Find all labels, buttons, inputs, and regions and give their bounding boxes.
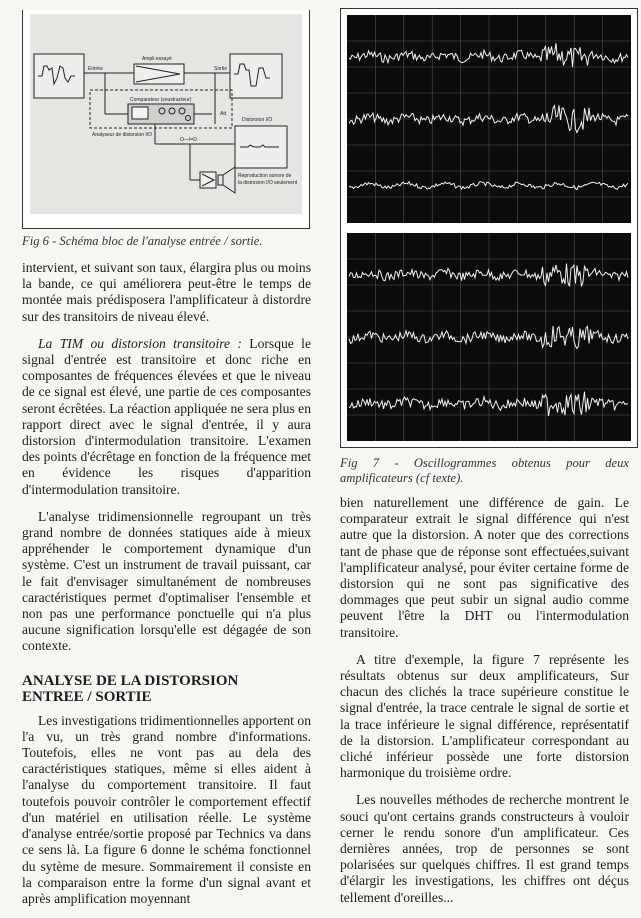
label-ampli: Ampli essayé — [142, 56, 172, 62]
speaker-icon — [218, 167, 235, 193]
paragraph: bien naturellement une différence de gain. Le comparateur extrait le signal différence qui n'est autre que la distorsion. A noter que des corrections tant de phase que de réponse sont effectuées,suivant l'amplificateur analysé, pour éviter certaine forme de distorsion qui ne sont pas significative des dommages que peut subir un signal audio comme peuvent l'être la DHT ou l'intermodulation transitoire. — [340, 495, 629, 640]
figure-7-caption: Fig 7 - Oscillogrammes obtenus pour deux amplificateurs (cf texte). — [340, 456, 629, 485]
diagram-area — [30, 14, 302, 214]
figure-7-oscillograms — [340, 8, 638, 448]
paragraph: A titre d'exemple, la figure 7 représente les résultats obtenus sur deux amplificateurs, Sur chacun des clichés la trace supérieure constitue le signal d'entrée, la trace centrale le signal de sortie et la trace inférieure le signal différence, représentatif de la distorsion. L'amplificateur correspondant au cliché inférieur possède une forte distorsion harmonique du troisième ordre. — [340, 651, 629, 781]
label-analyseur: Analyseur de distorsion I/O — [92, 132, 153, 138]
paragraph-tim — [22, 336, 311, 498]
figure-6-block-diagram — [22, 10, 310, 229]
oscillogram-photos — [341, 9, 637, 447]
block-diagram-svg — [30, 14, 302, 214]
tim-text: Lorsque le signal d'entrée est transitoire et donc riche en composantes de fréquences élevées et que le niveau de ce signal est élevé, une partie de ces composantes seront écrêtées. La réaction appliquée ne sera plus en rapport direct avec le signal d'entrée, il y aura distorsion d'intermodulation transitoire. L'examen des points d'écrêtage en fonction de la fréquence met en évidence les risques d'apparition d'intermodulation transitoire. — [22, 335, 311, 497]
label-comparateur: Comparateur (soustracteur) — [130, 97, 192, 103]
label-repro-2: la distorsion I/O seulement — [238, 180, 298, 186]
heading-line-2: ENTREE / SORTIE — [22, 688, 152, 705]
heading-line-1: ANALYSE DE LA DISTORSION — [22, 672, 239, 689]
section-heading — [22, 673, 311, 705]
label-sortie: Sortie — [214, 66, 228, 72]
label-repro-1: Reproduction sonore de — [238, 173, 292, 179]
output-scope-box — [230, 54, 282, 98]
paragraph: Les investigations tridimentionnelles apportent on l'a vu, un très grand nombre d'informations. Toutefois, elles ne vont pas au dela des caractéristiques statiques, même si elles aident à l'analyse du comportement transitoire. Il faut toutefois pouvoir contrôler le comportement effectif d'un matériel en utilisation réelle. Le système d'analyse entrée/sortie proposé par Technics va dans ce sens là. La figure 6 donne le schéma fonctionnel du sytème de mesure. Sommairement il consiste en la comparaison entre la forme d'un signal avant et après amplification moyennant — [22, 712, 311, 906]
label-att: Att. — [220, 111, 228, 117]
paragraph: L'analyse tridimensionnelle regroupant un très grand nombre de données statiques aide à mieux appréhender le comportement dynamique d'un système. C'est un instrument de travail puissant, car le fait d'envisager simultanément de nombreuses caractéristiques permet d'optimaliser l'ensemble et non pas une performance ponctuelle qui n'a plus aucune signification lorsqu'elle est dégagée de son contexte. — [22, 508, 311, 654]
figure-6-caption-wrap — [22, 234, 311, 249]
tim-lead: La TIM ou distorsion transitoire : — [38, 335, 242, 351]
paragraph: intervient, et suivant son taux, élargira plus ou moins la bande, ce qui améliorera peut-être le temps de montée mais prédisposera l'amplificateur à distordre sur des transitoirs de niveau élevé. — [22, 260, 311, 324]
figure-6-caption: Fig 6 - Schéma bloc de l'analyse entrée / sortie. — [22, 234, 263, 248]
figure-7-caption-wrap — [340, 456, 629, 486]
label-formula: O—I=D — [180, 137, 197, 143]
paragraph: Les nouvelles méthodes de recherche montrent le souci qu'ont certains grands constructeurs à vouloir cerner le rendu sonore d'un amplificateur. Ces dernières années, trop de personnes se sont polarisées sur quelques chiffres. Il est grand temps d'élargir les investigations, les chiffres ont déçus tellement d'oreilles... — [340, 792, 629, 905]
label-entree: Entrée — [88, 66, 103, 72]
label-distortion: Distorsion I/O — [242, 117, 273, 123]
left-column — [22, 260, 311, 918]
right-column — [340, 495, 629, 917]
